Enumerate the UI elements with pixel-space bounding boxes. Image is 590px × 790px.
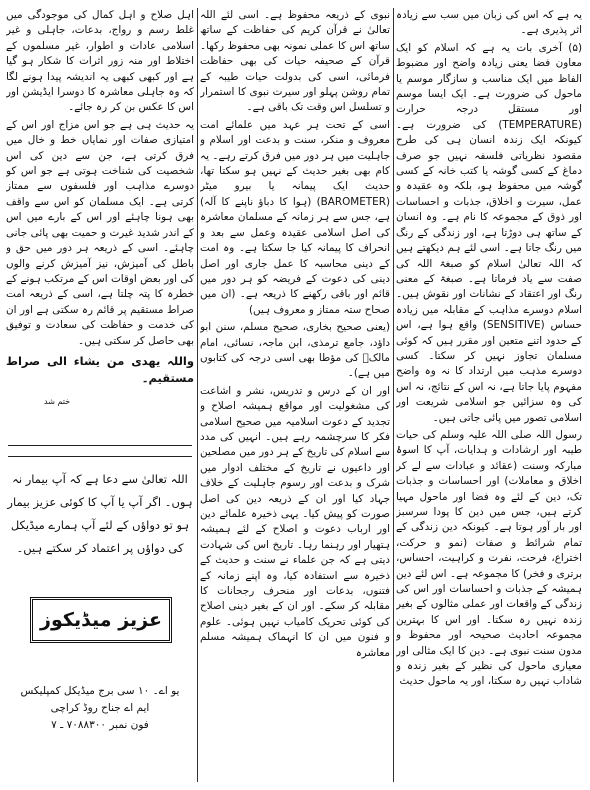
article-paragraph: اہل صلاح و اہل کمال کی موجودگی میں غلط رسم و رواج، بدعات، جاہلی و غیر اسلامی عادات و اطوار، غیر مسلموں کے اختلاط اور منہ زور اثرات کا شکار ہو گیا ہے اور کبھی کبھی یہ اندیشہ پیدا ہونے لگا کہ وہ جاہلی معاشرہ کا دوسرا ایڈیشن اور اس کا عکس بن کر رہ جائے۔ xyxy=(6,9,194,114)
phone-number: فون نمبر ۷۰۸۸۳۰۰ ـ ۷ xyxy=(51,719,149,731)
article-column-right xyxy=(396,8,582,784)
column-divider xyxy=(197,8,198,782)
column-divider xyxy=(393,8,394,782)
address-line: ایم اے جناح روڈ کراچی xyxy=(50,702,150,714)
shop-name: عزیز میڈیکوز xyxy=(40,609,162,631)
article-paragraph: (۵) آخری بات یہ ہے کہ اسلام کو ایک معاون فضا یعنی زیادہ واضح اور مضبوط الفاظ میں ایک مناسب و سازگار موسم یا ماحول کی ضرورت ہے۔ ایک ایسا موسم اور مستقل درجہ حرارت (TEMPERATURE) کی ضرورت ہے۔ کیونکہ ایک زندہ انسان ہی کی طرح مقصود نظریاتی فلسفہ نہیں جو صرف دماغ کے کسی گوشہ یا کتب خانہ کے کسی گوشہ میں محفوظ ہو، بلکہ وہ عقیدہ و عمل، سیرت و اخلاق، جذبات و احساسات اور ذوق کے مجموعہ کا نام ہے۔ وہ انسان کے ساتھ ہی دوڑتا ہے، اور زندگی کے رنگ میں رنگ جاتا ہے۔ اسی لئے ہم دیکھتے ہیں کہ اللہ تعالیٰ اسلام کو صبغۃ اللہ کی صفت سے یاد فرماتا ہے۔ صبغۃ کے معنی رنگ اور اعتقاد کے نشانات اور نقوش ہیں۔ اسلام دوسرے مذاہب کے مقابلہ میں زیادہ حساس (SENSITIVE) واقع ہوا ہے، اس کے حدود اتنے متعین اور مقرر ہیں کہ کوئی مسلمان تجاوز نہیں کر سکتا۔ کسی دوسرے مذہب میں ارتداد کا نہ وہ واضح مفہوم پایا جاتا ہے، نہ اس کے نتائج، نہ اس کی وہ سزائیں جو اسلامی شریعت اور اسلامی تصور میں پائی جاتی ہیں۔ xyxy=(396,41,582,424)
advertisement-logo-box xyxy=(30,597,172,643)
article-paragraph: رسول اللہ صلی اللہ علیہ وسلم کی حیات طیبہ اور ارشادات و ہدایات، آپ کا اسوۂ مبارکہ وسنت (عقائد و عبادات سے لے کر اخلاق و معاملات) اور احساسات و جذبات تک، دین کے لئے وہ فضا اور ماحول مہیا کرتے ہیں، جس میں دین کا پودا سرسبز اور بار آور ہوتا ہے۔ کیونکہ دین زندگی کے تمام شرائط و صفات (نمو و حرکت، اختراع، فرحت، نفرت و کراہیت، احساس، برتری و فخر) کا مجموعہ ہے۔ اس لئے دین ہمیشہ کے جذبات و احساسات اور اس کی زندگی کے واقعات اور عملی مثالوں کے بغیر زندہ نہیں رہ سکتا۔ اور اس کا بہترین مجموعہ احادیث صحیحہ اور محفوظ و مدون سنت نبوی ہے۔ دین کا ایک مثالی اور معیاری ماحول کی نظیر کے بغیر زندہ و شاداب نہیں رہ سکتا، اور یہ ماحول حدیث xyxy=(396,428,582,688)
article-column-left xyxy=(6,8,194,400)
end-mark: ختم شد xyxy=(44,397,71,406)
article-paragraph: (یعنی صحیح بخاری، صحیح مسلم، سنن ابو داؤد، جامع ترمذی، ابن ماجہ، نسائی، امام مالکؒ کی مؤطا بھی اسی درجہ کی کتابوں میں ہے)۔ xyxy=(200,321,390,380)
article-paragraph: نبوی کے ذریعہ محفوظ ہے۔ اسی لئے اللہ تعالیٰ نے قرآن کریم کی حفاظت کے ساتھ ساتھ اس کا عملی نمونہ بھی محفوظ رکھا۔ قرآن کے صحیفہ حیات کی بھی حفاظت فرمائی، اسی کی بدولت حیات طیبہ کے تمام روشن پہلو اور سیرت نبوی کا استمرار و تسلسل اس وقت تک باقی ہے۔ xyxy=(200,9,390,114)
article-paragraph: یہ ہے کہ اس کی زبان میں سب سے زیادہ اثر پذیری ہے۔ xyxy=(396,9,582,37)
advertisement-address xyxy=(6,683,194,734)
section-divider xyxy=(8,445,192,446)
advertisement-message: اللہ تعالیٰ سے دعا ہے کہ آپ بیمار نہ ہوں۔ اگر آپ یا آپ کا کوئی عزیز بیمار ہو تو دواؤں کے لئے آپ ہمارے میڈیکل کی دواؤں پر اعتماد کر سکتے ہیں۔ xyxy=(7,472,193,555)
article-paragraph: یہ حدیث ہی ہے جو اس مزاج اور اس کے امتیازی صفات اور نمایاں خط و خال میں فرق کرتی ہے، جن سے دین کی اس شخصیت کی شناخت ہوتی ہے جو اس کو دوسرے مذاہب اور فلسفوں سے ممتاز کرتی ہے۔ ایک مسلمان کو اس سے واقف بھی ہونا چاہئے اور اس کے بارے میں اس کے اندر شدید غیرت و حمیت بھی پائی جانی چاہئے۔ اسی کے ذریعہ ہر دور میں حق و باطل کی آمیزش، نیز آمیزش کرنے والوں کی اور بعض اوقات اس کے مرتکب ہونے کے خطرہ کا پتہ چلتا ہے، اسی کے ذریعہ امت صراط مستقیم پر قائم رہ سکتی ہے اور ان کی خدمت و حفاظت کی سعادت و توفیق بھی حاصل کر سکتی ہیں۔ xyxy=(6,118,194,347)
address-line: یو اے۔ ۱۰ سی برج میڈیکل کمپلیکس xyxy=(20,685,180,697)
article-paragraph: اسی کے تحت ہر عہد میں علمائے امت معروف و منکر، سنت و بدعت اور اسلام و جاہلیت میں ہر دور میں فرق کرتے رہے۔ یہ کام بھی بغیر حدیث کے نہیں ہو سکتا تھا، حدیث ایک پیمانہ یا بیرو میٹر (BAROMETER) (ہوا کا دباؤ ناپنے کا آلہ) ہے، جس سے ہر زمانہ کے مسلمان معاشرہ کی اصل اسلامی عقیدہ وعمل سے بعد و انحراف کا پیمانہ کیا جا سکتا ہے۔ وہ امت کے دینی محاسبہ کا عمل جاری اور اصل دینی کی دعوت کے فریضہ کو ہر دور میں قائم اور باقی رکھنے کا ذریعہ ہے۔ (ان میں صحاح ستہ ممتاز و معروف ہیں) xyxy=(200,118,390,316)
closing-prayer: واللہ یھدی من یشاء الی صراط مستقیم۔ xyxy=(6,353,194,385)
article-paragraph: اور ان کے درس و تدریس، نشر و اشاعت کی مشغولیت اور مواقع ہمیشہ اصلاح و تجدید کے دعوت اسلامیہ میں صحیح اسلامی فکر کا سرچشمہ رہے ہیں۔ انہیں کی مدد سے اسلام کی تاریخ کے ہر دور میں مصلحین اور داعیوں نے تاریخ کے مختلف ادوار میں شرک و بدعت اور رسوم جاہلیت کے خلاف جہاد کیا اور ان کے ذریعہ دین کی اصل صورت کو پیش کیا۔ یہی ذخیرہ علمائے دین اور ارباب دعوت و اصلاح کے لئے ہمیشہ ہتھیار اور رہنما رہا۔ تاریخ اس کی شہادت دیتی ہے کہ جن علماء نے سنت و حدیث کے ذخیرہ سے استفادہ کیا، وہ اپنے زمانہ کے فتنوں، بدعات اور منحرف رجحانات کا مقابلہ کر سکے۔ اور ان کے بغیر دینی اصلاح کی کوئی تحریک کامیاب نہیں ہوئی۔ علوم و فنون میں ان کا انہماک ہمیشہ مسلم معاشرہ xyxy=(200,384,390,659)
article-column-middle xyxy=(200,8,390,784)
section-divider xyxy=(8,456,192,457)
